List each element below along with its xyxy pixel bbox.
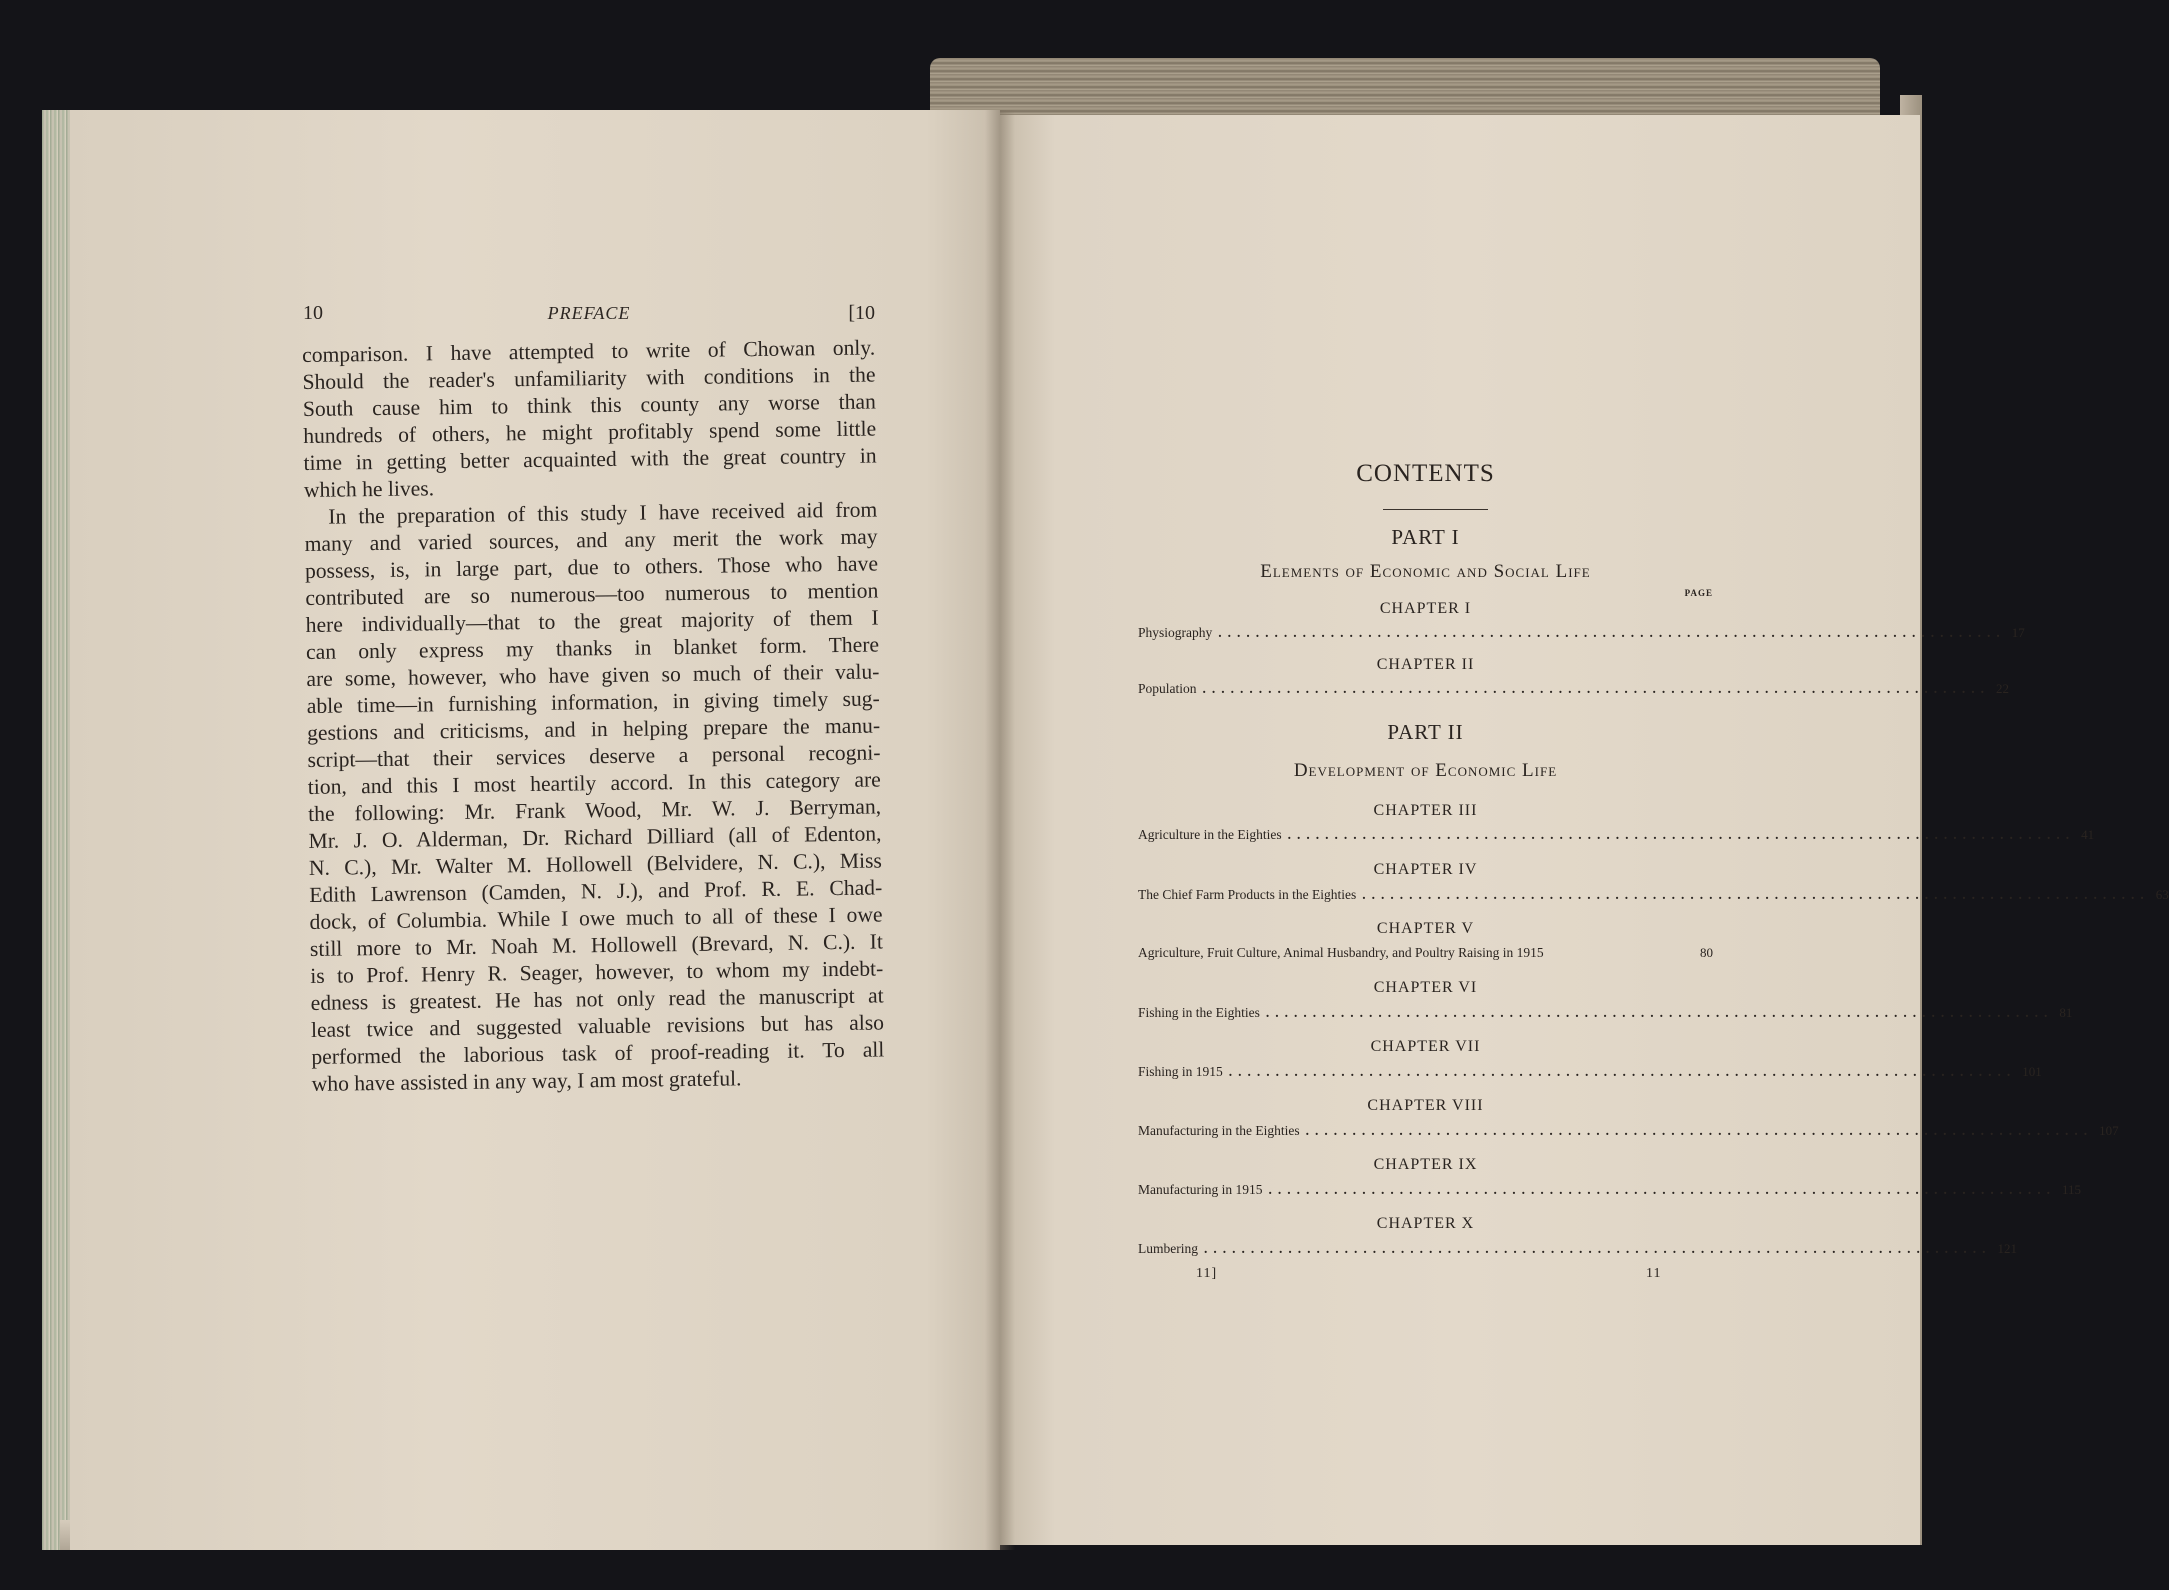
toc-entry[interactable] (1138, 1123, 2119, 1143)
toc-entry-page: 80 (1700, 945, 1713, 960)
text-line: contributed are so numerous—too numerous to mention (305, 578, 879, 610)
text-line: gestions and criticisms, and in helping prepare the manu- (306, 713, 881, 745)
toc-entry[interactable] (1138, 625, 2025, 645)
chapter-label: CHAPTER I (1379, 600, 1472, 617)
chapter-label: CHAPTER X (1376, 1215, 1475, 1232)
text-line: are some, however, who have given so much of their valu- (306, 659, 880, 691)
text-line: Edith Lawrenson (Camden, N. J.), and Prof. R. E. Chad- (309, 875, 883, 907)
text-line: least twice and suggested valuable revisions but has also (310, 1010, 885, 1042)
page-stack-edge (930, 58, 1880, 120)
toc-entry[interactable] (1138, 1182, 2082, 1202)
toc-entry[interactable] (1138, 945, 1713, 965)
text-line: the following: Mr. Frank Wood, Mr. W. J. Berryman, (308, 794, 882, 826)
toc-entry[interactable] (1138, 1064, 2042, 1084)
preface-body (302, 334, 885, 1097)
text-line: many and varied sources, and any merit the work may (304, 524, 878, 556)
text-line: performed the laborious task of proof-reading it. To all (311, 1037, 885, 1069)
part-label: PART I (1391, 525, 1460, 549)
toc-entry-title: Agriculture in the Eighties (1138, 827, 1282, 842)
signature-mark: [10 (848, 302, 875, 324)
toc-entry-page: 81 (2059, 1005, 2073, 1020)
toc-entry-title: Population (1138, 681, 1197, 696)
text-line: Should the reader's unfamiliarity with conditions in the (302, 362, 876, 394)
toc-entry[interactable] (1138, 887, 2169, 907)
text-line: who have assisted in any way, I am most grateful. (311, 1066, 742, 1096)
running-title: PREFACE (547, 303, 631, 323)
toc-entry[interactable] (1138, 681, 2010, 701)
text-line: comparison. I have attempted to write of Chowan only. (302, 335, 876, 367)
toc-entry-title: Fishing in 1915 (1138, 1064, 1223, 1079)
text-line: In the preparation of this study I have received aid from (328, 497, 878, 529)
text-line: time in getting better acquainted with the great country in (303, 443, 877, 475)
text-line: is to Prof. Henry R. Seager, however, to whom my indebt- (310, 956, 884, 988)
text-line: tion, and this I most heartily accord. In this category are (307, 767, 881, 799)
text-line: N. C.), Mr. Walter M. Hollowell (Belvidere, N. C.), Miss (308, 848, 882, 880)
chapter-label: CHAPTER VII (1370, 1038, 1481, 1055)
leader-dots: .................................................................................... (1305, 1123, 2094, 1138)
toc-entry-title: Fishing in the Eighties (1138, 1005, 1260, 1020)
text-line: script—that their services deserve a personal recogni- (307, 740, 881, 772)
left-page-edges (42, 110, 70, 1550)
leader-dots: .................................................................................... (1202, 681, 1991, 696)
chapter-label: CHAPTER VI (1373, 979, 1478, 996)
page-number: 10 (303, 302, 323, 324)
toc-entry-title: Physiography (1138, 625, 1213, 640)
toc-entry-page: 41 (2081, 827, 2095, 842)
leader-dots: .................................................................................... (1362, 887, 2150, 902)
contents-heading: CONTENTS (1356, 460, 1495, 487)
text-line: dock, of Columbia. While I owe much to all of these I owe (309, 902, 883, 934)
leader-dots: .................................................................................... (1265, 1005, 2054, 1020)
text-line: which he lives. (303, 476, 435, 502)
chapter-label: CHAPTER IX (1373, 1156, 1478, 1173)
page-number: 11 (1646, 1266, 1662, 1281)
toc-entry-title: Manufacturing in the Eighties (1138, 1123, 1300, 1138)
part-label: PART II (1387, 720, 1464, 744)
heading-rule (1383, 509, 1488, 510)
chapter-label: CHAPTER IV (1373, 861, 1478, 878)
text-line: Mr. J. O. Alderman, Dr. Richard Dilliard (all of Edenton, (308, 821, 882, 853)
toc-entry-title: Lumbering (1138, 1241, 1198, 1256)
chapter-label: CHAPTER V (1376, 920, 1475, 937)
text-line: here individually—that to the great majority of them I (305, 605, 879, 637)
text-line: hundreds of others, he might profitably spend some little (303, 416, 877, 448)
chapter-label: CHAPTER II (1376, 656, 1475, 673)
text-line: South cause him to think this county any worse than (302, 389, 876, 421)
leader-dots: .................................................................................... (1268, 1182, 2056, 1197)
leader-dots: .................................................................................... (1287, 827, 2076, 842)
chapter-label: CHAPTER VIII (1367, 1097, 1484, 1114)
toc-entry-page: 17 (2011, 625, 2025, 640)
toc-entry-page: 115 (2061, 1182, 2082, 1197)
leader-dots: .................................................................................... (1228, 1064, 2017, 1079)
toc-entry-page: 107 (2099, 1123, 2119, 1138)
text-line: able time—in furnishing information, in giving timely sug- (306, 686, 880, 718)
text-line: can only express my thanks in blanket form. There (305, 632, 880, 664)
toc-entry-title: Manufacturing in 1915 (1138, 1182, 1263, 1197)
text-line: edness is greatest. He has not only read the manuscript at (310, 983, 884, 1015)
book-gutter (985, 110, 1015, 1550)
toc-entry-page: 121 (1997, 1241, 2017, 1256)
text-line: still more to Mr. Noah M. Hollowell (Brevard, N. C.). It (309, 929, 884, 961)
toc-entry[interactable] (1138, 827, 2095, 847)
text-line: possess, is, in large part, due to others. Those who have (304, 551, 879, 583)
signature-mark: 11] (1196, 1266, 1218, 1281)
toc-entry-title: Agriculture, Fruit Culture, Animal Husbandry, and Poultry Raising in 1915 (1138, 945, 1544, 960)
leader-dots: .................................................................................... (1204, 1241, 1992, 1256)
leader-dots: .................................................................................... (1218, 625, 2006, 640)
toc-entry-page: 22 (1996, 681, 2010, 696)
toc-entry-page: 63 (2155, 887, 2169, 902)
toc-entry[interactable] (1138, 1241, 2017, 1261)
running-head (303, 302, 875, 328)
toc-entry[interactable] (1138, 1005, 2073, 1025)
chapter-label: CHAPTER III (1373, 802, 1478, 819)
part-title: Development of Economic Life (1293, 760, 1558, 781)
part-title: Elements of Economic and Social Life (1260, 561, 1591, 582)
page-column-label: PAGE (1684, 588, 1713, 598)
toc-entry-page: 101 (2022, 1064, 2042, 1079)
toc-entry-title: The Chief Farm Products in the Eighties (1138, 887, 1357, 902)
